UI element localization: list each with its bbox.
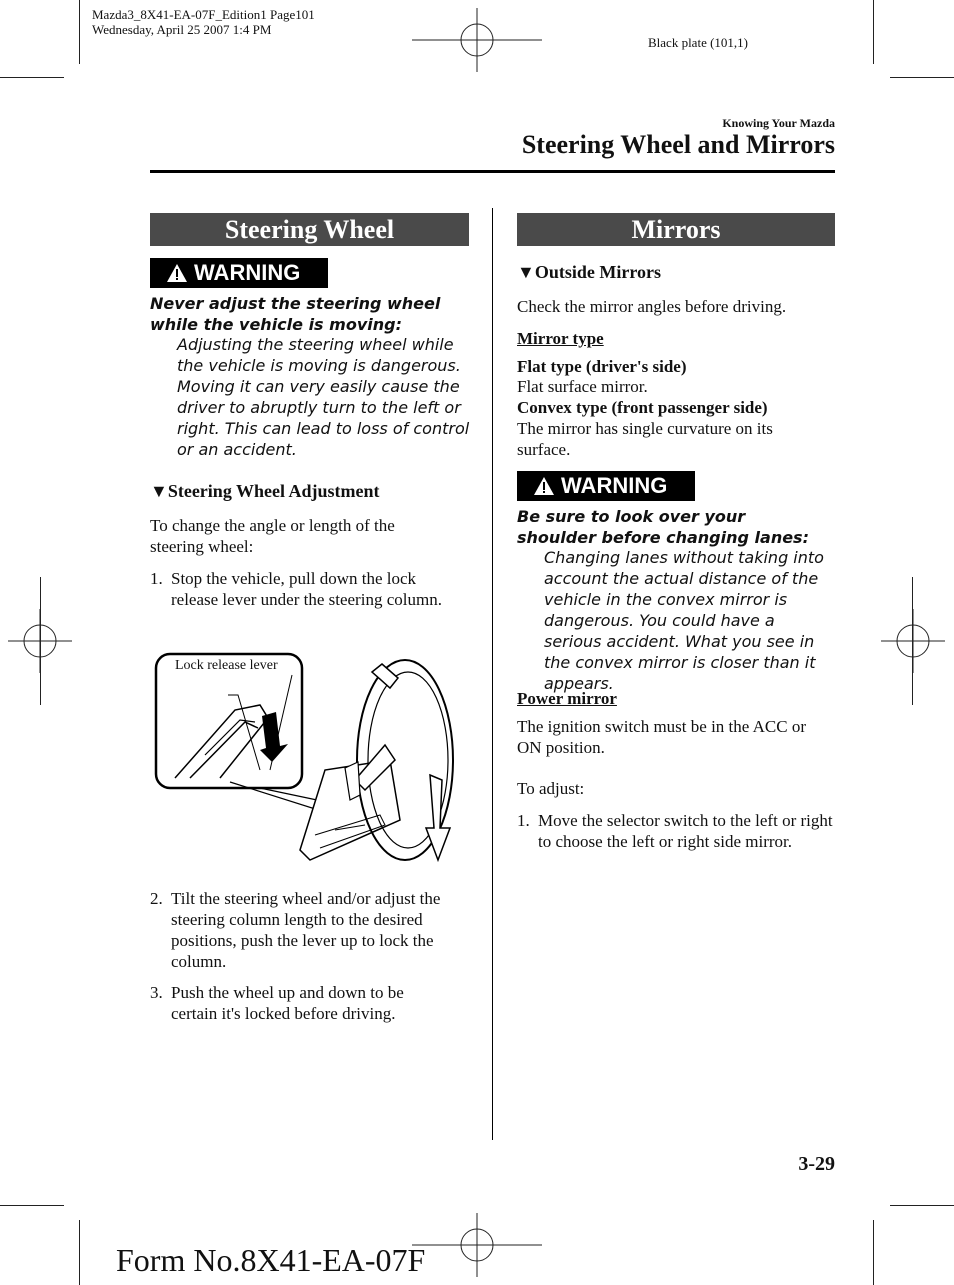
steering-lever-illustration xyxy=(150,650,470,875)
registration-mark-right xyxy=(881,609,945,673)
date-line: Wednesday, April 25 2007 1:4 PM xyxy=(92,22,272,37)
registration-mark-left xyxy=(8,609,72,673)
warning-heading: Be sure to look over your shoulder before changing lanes: xyxy=(517,507,809,547)
subhead-steering-adjustment xyxy=(150,481,470,502)
section-title: Steering Wheel and Mirrors xyxy=(521,130,835,159)
warning-badge xyxy=(150,258,328,288)
column-divider xyxy=(492,208,493,1140)
warning-label: WARNING xyxy=(194,260,301,285)
list-item: 3. Push the wheel up and down to be certain it's locked before driving. xyxy=(150,983,404,1023)
list-item: 1. Move the selector switch to the left or right to choose the left or right side mirror. xyxy=(517,811,833,851)
flat-type-heading: Flat type (driver's side) xyxy=(517,357,687,376)
subhead-text: Steering Wheel Adjustment xyxy=(167,481,380,501)
chapter-title: Knowing Your Mazda xyxy=(722,116,835,130)
list-item: 1. Stop the vehicle, pull down the lock release lever under the steering column. xyxy=(150,569,442,609)
convex-type-heading: Convex type (front passenger side) xyxy=(517,398,768,417)
file-line: Mazda3_8X41-EA-07F_Edition1 Page101 xyxy=(92,7,315,22)
flat-type-text: Flat surface mirror. xyxy=(517,377,648,396)
warning-text: Changing lanes without taking into account the actual distance of the vehicle in the convex mirror is dangerous. You could have a serious accident. What you see in the convex mirror is closer than it appears. xyxy=(544,548,824,693)
warning-badge xyxy=(517,471,695,501)
registration-mark-bottom xyxy=(412,1213,542,1277)
warning-triangle-icon xyxy=(533,476,555,496)
triangle-down-icon: ▼ xyxy=(150,481,168,501)
subhead-outside-mirrors xyxy=(517,262,835,283)
page-number: 3-29 xyxy=(798,1153,835,1175)
banner-steering-wheel: Steering Wheel xyxy=(150,213,469,246)
warning-heading: Never adjust the steering wheel while the vehicle is moving: xyxy=(150,294,441,334)
intro-text: Check the mirror angles before driving. xyxy=(517,297,787,316)
banner-mirrors: Mirrors xyxy=(517,213,835,246)
heading-power-mirror: Power mirror xyxy=(517,689,617,708)
power-mirror-text: The ignition switch must be in the ACC or ON position. xyxy=(517,717,806,757)
warning-label: WARNING xyxy=(561,473,668,498)
warning-text: Adjusting the steering wheel while the vehicle is moving is dangerous. Moving it can very easily cause the driver to abruptly turn to the left or right. This can lead to loss of control or an accident. xyxy=(177,335,470,459)
print-slug xyxy=(92,7,315,37)
list-item: 2. Tilt the steering wheel and/or adjust the steering column length to the desired positions, push the lever up to lock the column. xyxy=(150,889,441,971)
warning-triangle-icon xyxy=(166,263,188,283)
triangle-down-icon: ▼ xyxy=(517,262,535,282)
figure-label-lock-release: Lock release lever xyxy=(175,658,278,673)
convex-type-text: The mirror has single curvature on its surface. xyxy=(517,419,773,459)
subhead-text: Outside Mirrors xyxy=(534,262,661,282)
plate-label: Black plate (101,1) xyxy=(648,35,748,50)
to-adjust-text: To adjust: xyxy=(517,779,585,798)
intro-text: To change the angle or length of the steering wheel: xyxy=(150,516,395,556)
form-number: Form No.8X41-EA-07F xyxy=(116,1242,426,1278)
heading-mirror-type: Mirror type xyxy=(517,329,604,348)
header-rule xyxy=(150,170,835,173)
registration-mark-top xyxy=(412,8,542,72)
